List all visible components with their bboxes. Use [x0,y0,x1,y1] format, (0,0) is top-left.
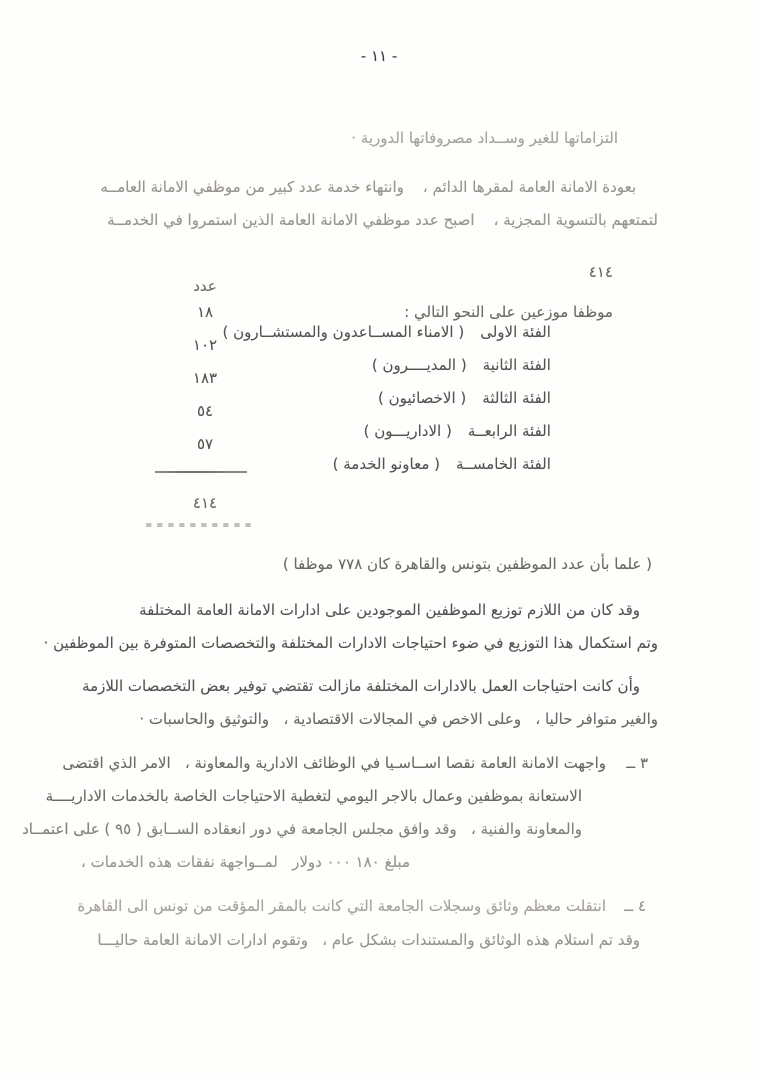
category-count: ١٨ [196,303,214,321]
intro-line-1: بعودة الامانة العامة لمقرها الدائم ، وانتهاء خدمة عدد كبير من موظفي الامانة العامــه [100,178,636,196]
category-count: ٥٧ [196,435,214,453]
category-count: ١٠٢ [192,336,218,354]
category-label: الفئة الخامســة [456,455,551,473]
category-label: الفئة الثانية [482,356,551,374]
item-3-number: ٣ ــ [626,754,648,772]
item-4-number: ٤ ــ [624,897,646,915]
staff-count-inline: ٤١٤ [588,263,613,281]
total-underline-dashes: ========== [145,520,256,531]
intro-line-3-text: موظفا موزعين على النحو التالي : [404,303,613,321]
item-3-line-3: والمعاونة والفنية ، وقد وافق مجلس الجامعة في دور انعقاده الســابق ( ٩٥ ) على اعتمــاد [22,820,582,838]
category-detail: ( الاداريـــون ) [363,422,452,440]
item-4-line-1: انتقلت معظم وثائق وسجلات الجامعة التي كانت بالمقر المؤقت من تونس الى القاهرة [77,897,606,915]
page-number: - ١١ - [360,47,398,65]
needs-line-1: وأن كانت احتياجات العمل بالادارات المختلفة مازالت تقتضي توفير بعض التخصصات اللازمة [82,677,640,695]
needs-line-2: والغير متوافر حاليا ، وعلى الاخص في المجالات الاقتصادية ، والتوثيق والحاسبات · [139,710,658,728]
item-4-line-2: وقد تم استلام هذه الوثائق والمستندات بشكل عام ، وتقوم ادارات الامانة العامة حاليـــا [97,931,640,949]
total-rule [155,471,247,473]
item-3-line-2: الاستعانة بموظفين وعمال بالاجر اليومي لتغطية الاحتياجات الخاصة بالخدمات الاداريــــة [45,787,582,805]
distribution-line-2: وتم استكمال هذا التوزيع في ضوء احتياجات الادارات المختلفة والتخصصات المتوفرة بين الموظفين · [43,634,658,652]
category-detail: ( المديــــرون ) [371,356,467,374]
table-row [333,434,570,494]
intro-line-2: لتمتعهم بالتسوية المجزية ، اصبح عدد موظفي الامانة العامة الذين استمروا في الخدمــة [107,211,658,229]
distribution-line-1: وقد كان من اللازم توزيع الموظفين الموجودين على ادارات الامانة العامة المختلفة [139,601,640,619]
total-count: ٤١٤ [192,494,218,512]
item-3-line-4: مبلغ ١٨٠ ٠٠٠ دولار لمــواجهة نفقات هذه الخدمات ، [81,853,410,871]
category-label: الفئة الاولى [480,323,551,341]
category-count: ٥٤ [196,402,214,420]
paragraph-carryover-line: التزاماتها للغير وســداد مصروفاتها الدورية · [351,129,618,147]
category-count: ١٨٣ [192,369,218,387]
category-label: الفئة الثالثة [482,389,551,407]
category-detail: ( معاونو الخدمة ) [332,455,441,473]
category-detail: ( الاخصائيون ) [378,389,467,407]
item-3-line-1: واجهت الامانة العامة نقصا اســاسـيا في الوظائف الادارية والمعاونة ، الامر الذي اقتضى [62,754,606,772]
staff-note-line: ( علما بأن عدد الموظفين بتونس والقاهرة كان ٧٧٨ موظفا ) [282,555,652,573]
category-label: الفئة الرابعــة [467,422,551,440]
category-detail: ( الامناء المســاعدون والمستشــارون ) [222,323,465,341]
table-count-header: عدد [193,277,217,295]
